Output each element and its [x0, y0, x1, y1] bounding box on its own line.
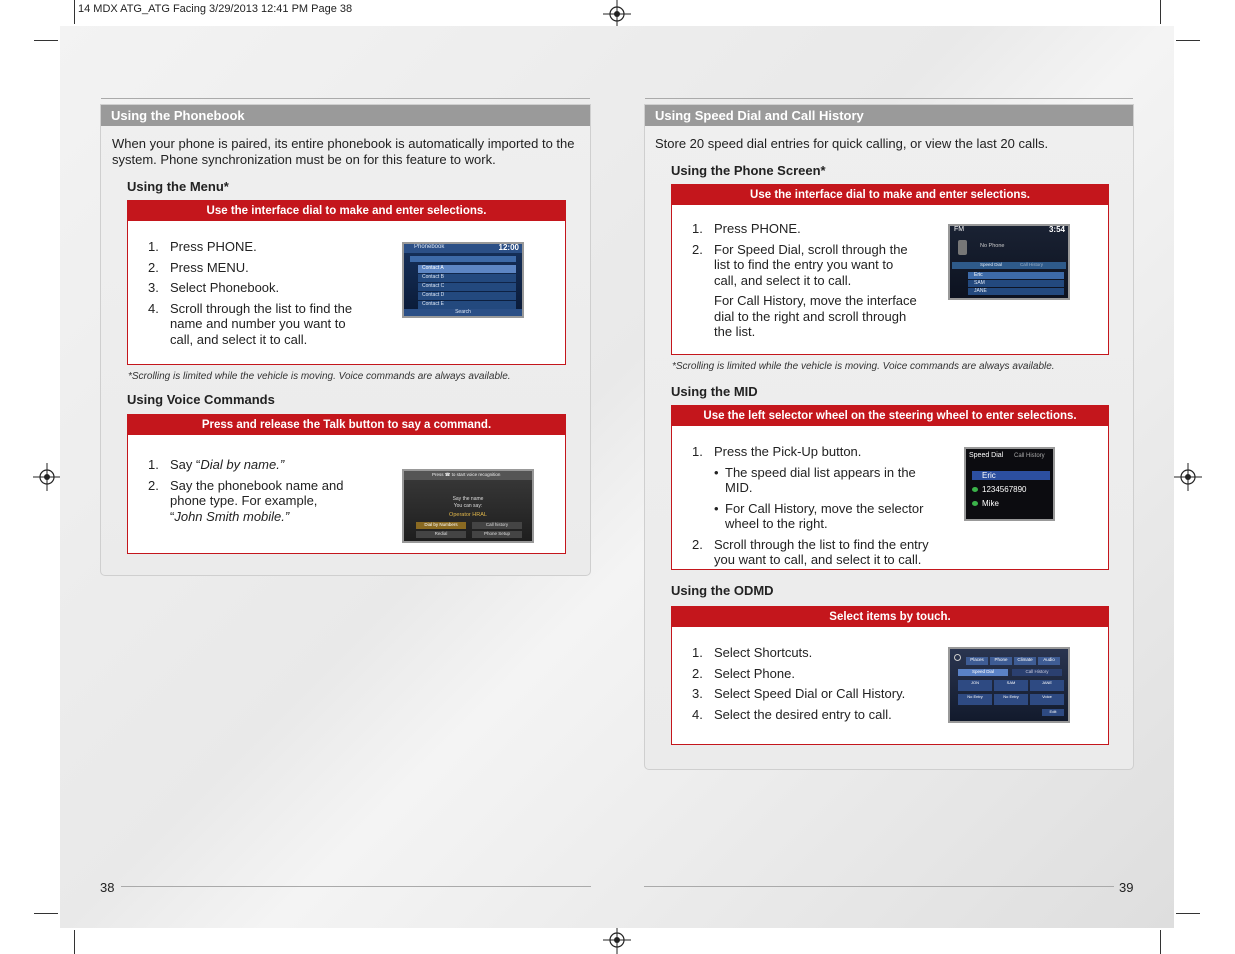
mid-entry: 1234567890	[982, 485, 1027, 494]
step: 2. Scroll through the list to find the entry you want to call, and select it to call.	[692, 536, 929, 567]
step: 1. Select Shortcuts.	[692, 645, 813, 660]
crop-mark	[1176, 40, 1200, 41]
footnote: *Scrolling is limited while the vehicle is moving. Voice commands are always available.	[128, 371, 511, 382]
step: 1. Press the Pick-Up button.	[692, 444, 862, 459]
intro-text: When your phone is paired, its entire phonebook is automatically imported to the system. Phone synchronization must be on for this feature to work.	[112, 136, 575, 167]
instruction-banner: Use the interface dial to make and enter selections.	[672, 185, 1108, 205]
footer-rule	[644, 886, 1114, 887]
right-page	[644, 104, 1134, 770]
crop-mark	[34, 913, 58, 914]
voice-instructions-box	[127, 414, 566, 554]
step: 1. Press PHONE.	[148, 239, 257, 254]
mid-entry: Mike	[982, 499, 999, 508]
step: 4. Select the desired entry to call.	[692, 706, 892, 722]
shortcut: Places	[966, 657, 988, 665]
phone-screen-box	[671, 184, 1109, 355]
speed-dial-cell: No Entry	[994, 694, 1028, 705]
screen-name: Operator HRAL	[449, 512, 487, 518]
section-title: Using Speed Dial and Call History	[645, 105, 1133, 126]
phone-screen-image	[948, 224, 1070, 300]
odmd-heading: Using the ODMD	[671, 583, 774, 598]
menu-heading: Using the Menu*	[127, 179, 229, 194]
crop-mark	[74, 0, 75, 24]
registration-mark-icon	[1174, 463, 1202, 491]
mid-entry: Eric	[982, 471, 996, 480]
screen-prompt: Press ☎ to start voice recognition	[432, 472, 501, 477]
mid-screen-image	[964, 447, 1055, 521]
step: 1. Press PHONE.	[692, 221, 801, 236]
registration-mark-icon	[603, 926, 631, 954]
instruction-banner: Use the interface dial to make and enter selections.	[128, 201, 565, 221]
speed-dial-row: SAM	[968, 280, 1064, 287]
screen-time: 12:00	[498, 243, 519, 252]
crop-mark	[34, 40, 58, 41]
screen-band: FM	[954, 226, 965, 233]
voice-steps	[148, 457, 353, 529]
page-number: 38	[100, 880, 115, 895]
print-slug: 14 MDX ATG_ATG Facing 3/29/2013 12:41 PM Page 38	[78, 3, 353, 15]
contact-row: Contact C	[418, 283, 516, 291]
bullet: • For Call History, move the selector wheel to the right.	[714, 500, 924, 531]
menu-steps	[148, 239, 358, 352]
footnote: *Scrolling is limited while the vehicle is moving. Voice commands are always available.	[672, 361, 1055, 372]
step: For Call History, move the interface dial to the right and scroll through the list.	[714, 293, 917, 339]
instruction-banner: Use the left selector wheel on the steering wheel to enter selections.	[672, 406, 1108, 426]
voice-screen-image	[402, 469, 534, 543]
bullet: • The speed dial list appears in the MID.	[714, 464, 916, 495]
edit-button: Edit	[1042, 709, 1064, 716]
screen-tab: Call History	[1020, 262, 1044, 267]
shortcut: Audio	[1038, 657, 1060, 665]
screen-tab: Speed Dial	[980, 262, 1003, 267]
odmd-box	[671, 606, 1109, 745]
registration-mark-icon	[33, 463, 61, 491]
screen-say: Say the name	[452, 496, 484, 502]
speed-dial-row: Eric	[968, 272, 1064, 279]
crop-mark	[1160, 930, 1161, 954]
screen-tab: Call History	[1014, 453, 1045, 459]
voice-heading: Using Voice Commands	[127, 392, 275, 407]
step: 3. Select Speed Dial or Call History.	[692, 686, 906, 701]
screen-tab: Speed Dial	[969, 452, 1004, 459]
speed-dial-cell: No Entry	[958, 694, 992, 705]
screen-footer: Search	[404, 309, 522, 316]
intro-text: Store 20 speed dial entries for quick calling, or view the last 20 calls.	[655, 136, 1049, 151]
screen-phone-status: No Phone	[980, 243, 1005, 249]
screen-option: Redial	[416, 531, 466, 538]
step: 2. For Speed Dial, scroll through the list to find the entry you want to call, and select it to call.	[692, 241, 908, 288]
screen-time: 3:54	[1048, 225, 1065, 234]
step: 2. Select Phone.	[692, 665, 795, 681]
phone-screen-steps	[692, 221, 917, 345]
instruction-banner: Select items by touch.	[672, 607, 1108, 627]
instruction-banner: Press and release the Talk button to say a command.	[128, 415, 565, 435]
screen-tab: Speed Dial	[958, 669, 1008, 676]
step: 3. Select Phonebook.	[148, 280, 280, 295]
crop-mark	[1176, 913, 1200, 914]
phonebook-panel	[100, 104, 591, 576]
speed-dial-cell: Voice	[1030, 694, 1064, 705]
menu-instructions-box	[127, 200, 566, 365]
screen-option: Dial by Numbers	[416, 522, 466, 529]
step: 4. Scroll through the list to find the name and number you want to call, and select it to call.	[148, 300, 353, 347]
section-title: Using the Phonebook	[101, 105, 590, 126]
phone-screen-heading: Using the Phone Screen*	[671, 163, 826, 178]
left-page	[100, 104, 591, 576]
speed-dial-cell: JON	[958, 680, 992, 691]
odmd-screen-image	[948, 647, 1070, 723]
screen-option: Call history	[472, 522, 522, 529]
page-number: 39	[1119, 880, 1134, 895]
contact-row: Contact A	[418, 265, 516, 273]
shortcut: Phone	[990, 657, 1012, 665]
crop-mark	[74, 930, 75, 954]
screen-option: Phone Setup	[472, 531, 522, 538]
screen-say: You can say:	[453, 503, 483, 509]
contact-row: Contact E	[418, 301, 516, 309]
step: 2. Press MENU.	[148, 259, 249, 275]
screen-title: Phonebook	[414, 244, 445, 250]
crop-mark	[1160, 0, 1161, 24]
mid-steps	[692, 444, 937, 573]
speed-dial-cell: JANE	[1030, 680, 1064, 691]
mid-heading: Using the MID	[671, 384, 758, 399]
footer-rule	[121, 886, 591, 887]
step: 2. Say the phonebook name and phone type. For example, “John Smith mobile.”	[148, 477, 344, 524]
contact-row: Contact B	[418, 274, 516, 282]
contact-row: Contact D	[418, 292, 516, 300]
speed-dial-row: JANE	[968, 288, 1064, 295]
phonebook-screen-image	[402, 242, 524, 318]
shortcut: Climate	[1014, 657, 1036, 665]
odmd-steps	[692, 645, 922, 727]
speed-dial-cell: SAM	[994, 680, 1028, 691]
speed-dial-panel	[644, 104, 1134, 770]
screen-tab: Call History	[1012, 669, 1062, 676]
mid-box	[671, 405, 1109, 570]
step: 1. Say “Dial by name.”	[148, 457, 285, 472]
registration-mark-icon	[603, 0, 631, 28]
